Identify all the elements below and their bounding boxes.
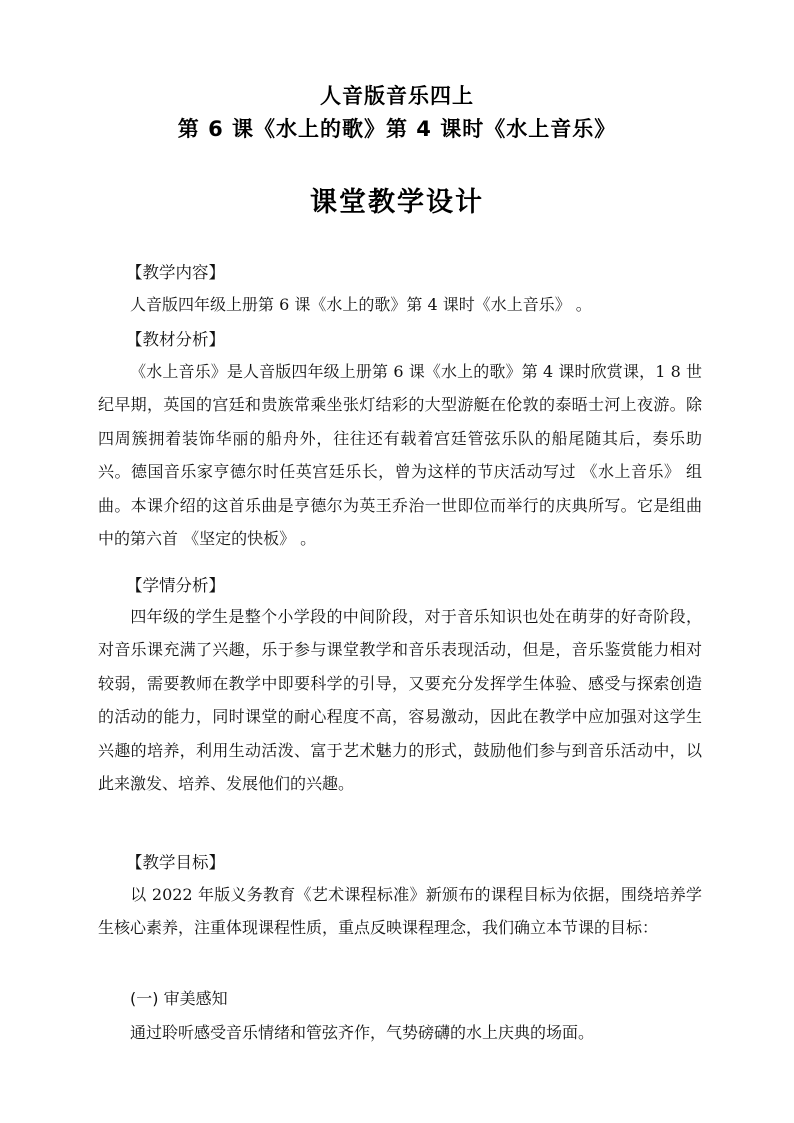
section-heading-content: 【教学内容】 [126, 263, 225, 282]
section-text-goals: 以 2022 年版义务教育《艺术课程标准》新颁布的课程目标为依据，围绕培养学生核心素养，注重体现课程性质，重点反映课程理念，我们确立本节课的目标： [98, 885, 702, 938]
section-heading-material: 【教材分析】 [126, 330, 225, 349]
section-heading-goals: 【教学目标】 [126, 853, 225, 872]
subsection-text-aesthetic: 通过聆听感受音乐情绪和管弦齐作，气势磅礴的水上庆典的场面。 [130, 1023, 595, 1042]
doc-title-lesson: 第 6 课《水上的歌》第 4 课时《水上音乐》 [177, 117, 617, 141]
doc-title-edition: 人音版音乐四上 [320, 84, 474, 108]
section-text-material: 《水上音乐》是人音版四年级上册第 6 课《水上的歌》第 4 课时欣赏课，1 8 世纪早期，英国的宫廷和贵族常乘坐张灯结彩的大型游艇在伦敦的泰晤士河上夜游。除四周簇拥着装饰华丽的船舟外，往往还有载着宫廷管弦乐队的船尾随其后，奏乐助兴。德国音乐家亨德尔时任英宫廷乐长，曾为这样的节庆活动写过 《水上音乐》 组曲。本课介绍的这首乐曲是亨德尔为英王乔治一世即位而举行的庆典所写。它是组曲中的第六首 《坚定的快板》 。 [98, 362, 702, 549]
section-text-content: 人音版四年级上册第 6 课《水上的歌》第 4 课时《水上音乐》 。 [130, 295, 592, 314]
subsection-heading-aesthetic: (一) 审美感知 [130, 989, 228, 1008]
doc-title-design: 课堂教学设计 [310, 187, 484, 218]
section-heading-students: 【学情分析】 [126, 576, 225, 595]
section-text-students: 四年级的学生是整个小学段的中间阶段，对于音乐知识也处在萌芽的好奇阶段，对音乐课充满了兴趣，乐于参与课堂教学和音乐表现活动，但是，音乐鉴赏能力相对较弱，需要教师在教学中即要科学的引导，又要充分发挥学生体验、感受与探索创造的活动的能力，同时课堂的耐心程度不高，容易激动，因此在教学中应加强对这学生兴趣的培养，利用生动活泼、富于艺术魅力的形式，鼓励他们参与到音乐活动中，以此来激发、培养、发展他们的兴趣。 [98, 607, 702, 794]
